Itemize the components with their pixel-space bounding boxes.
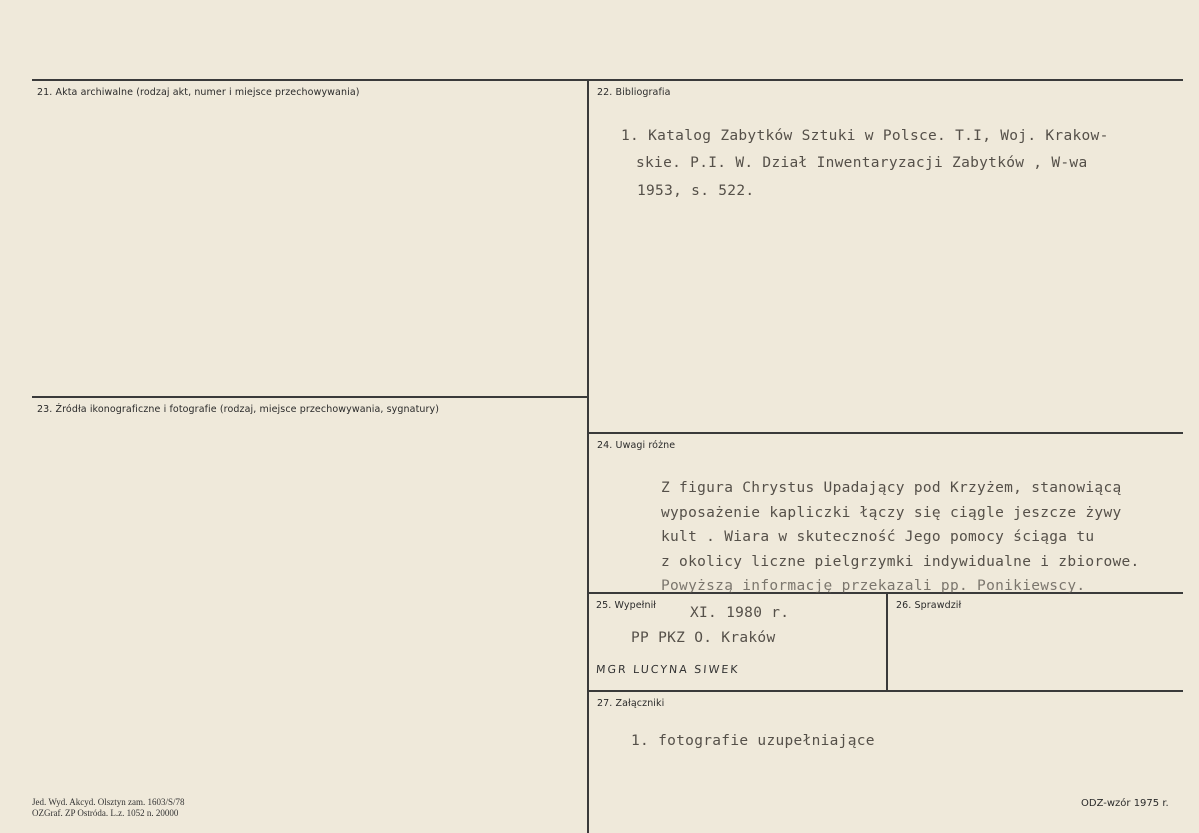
filled-by-signature: MGR LUCYNA SIWEK: [595, 663, 740, 676]
field-22-label: 22. Bibliografia: [597, 87, 671, 98]
field-24-label: 24. Uwagi różne: [597, 440, 676, 451]
top-border: [32, 79, 1183, 81]
bibliography-line-2: skie. P.I. W. Dział Inwentaryzacji Zabytków , W-wa: [636, 155, 1088, 171]
bibliography-line-1: 1. Katalog Zabytków Sztuki w Polsce. T.I, Woj. Krakow-: [621, 128, 1109, 144]
remarks-line-2: wyposażenie kapliczki łączy się ciągle jeszcze żywy: [661, 505, 1122, 521]
field-27-label: 27. Załączniki: [597, 698, 665, 709]
divider-21-23: [32, 396, 587, 398]
divider-25-27: [589, 690, 1183, 692]
bibliography-line-3: 1953, s. 522.: [637, 183, 755, 199]
field-23-label: 23. Źródła ikonograficzne i fotografie (rodzaj, miejsce przechowywania, sygnatury): [37, 404, 440, 415]
divider-22-24: [589, 432, 1183, 434]
filled-date: XI. 1980 r.: [690, 605, 790, 621]
divider-25-26: [886, 592, 888, 691]
form-id: ODZ-wzór 1975 r.: [1081, 798, 1169, 809]
printer-info-line-2: OZGraf. ZP Ostróda. L.z. 1052 n. 20000: [32, 808, 179, 818]
remarks-line-1: Z figura Chrystus Upadający pod Krzyżem, stanowiącą: [661, 480, 1122, 496]
filled-institution: PP PKZ O. Kraków: [631, 630, 776, 646]
remarks-line-3: kult . Wiara w skuteczność Jego pomocy ściąga tu: [661, 529, 1095, 545]
remarks-line-5: Powyższą informację przekazali pp. Ponikiewscy.: [661, 578, 1086, 594]
field-21-label: 21. Akta archiwalne (rodzaj akt, numer i miejsce przechowywania): [37, 87, 360, 98]
remarks-line-4: z okolicy liczne pielgrzymki indywidualne i zbiorowe.: [661, 554, 1140, 570]
printer-info-line-1: Jed. Wyd. Akcyd. Olsztyn zam. 1603/S/78: [32, 797, 185, 807]
field-26-label: 26. Sprawdził: [896, 600, 962, 611]
field-25-label: 25. Wypełnił: [596, 600, 657, 611]
center-divider: [587, 79, 589, 833]
attachments-line-1: 1. fotografie uzupełniające: [631, 733, 875, 749]
